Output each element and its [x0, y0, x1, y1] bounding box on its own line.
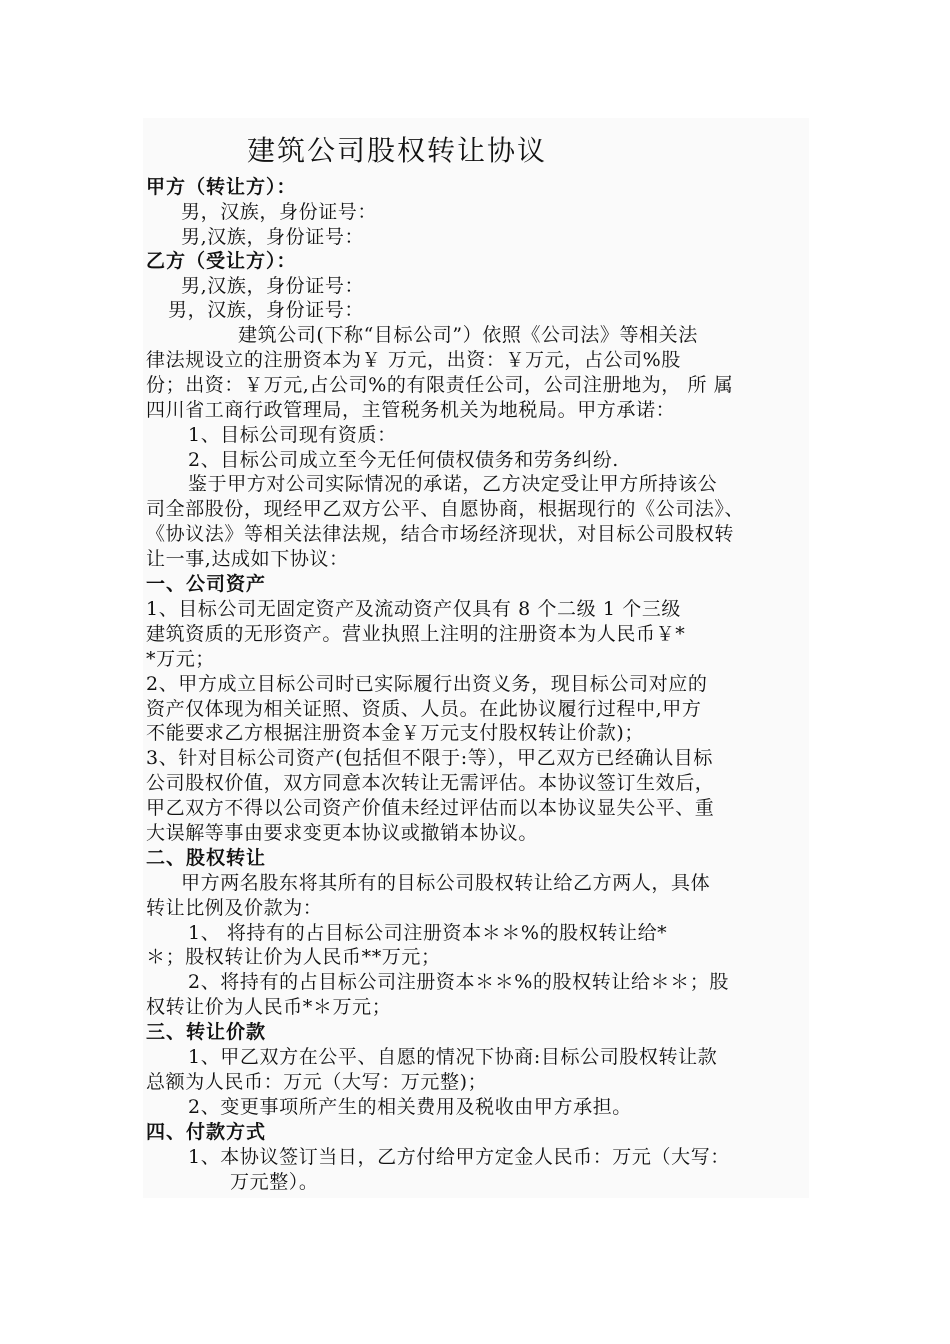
- recital-line-4: 让一事,达成如下协议：: [146, 548, 349, 570]
- section-1-line-2: 建筑资质的无形资产。营业执照上注明的注册资本为人民币￥*: [146, 623, 686, 645]
- party-a-heading: 甲方（转让方）：: [146, 176, 297, 198]
- section-2-line-2: 转让比例及价款为：: [146, 897, 323, 919]
- section-4-heading: 四、付款方式: [146, 1121, 267, 1143]
- document-title: 建筑公司股权转让协议: [247, 134, 548, 167]
- recital-line-1: 鉴于甲方对公司实际情况的承诺，乙方决定受让甲方所持该公: [188, 473, 718, 495]
- section-3-line-3: 2、变更事项所产生的相关费用及税收由甲方承担。: [188, 1096, 632, 1118]
- section-2-heading: 二、股权转让: [146, 847, 267, 869]
- intro-line-3: 份；出资：￥万元,占公司%的有限责任公司，公司注册地为， 所 属: [146, 374, 734, 396]
- section-3-line-1: 1、甲乙双方在公平、自愿的情况下协商:目标公司股权转让款: [188, 1046, 718, 1068]
- promise-item-1: 1、目标公司现有资质：: [188, 424, 397, 446]
- party-a-member-2: 男,汉族，身份证号：: [181, 226, 365, 248]
- section-1-line-5: 资产仅体现为相关证照、资质、人员。在此协议履行过程中,甲方: [146, 698, 702, 720]
- section-4-line-1: 1、本协议签订当日，乙方付给甲方定金人民币：万元（大写：: [188, 1146, 730, 1168]
- party-b-heading: 乙方（受让方）：: [146, 250, 297, 272]
- party-a-member-1: 男，汉族，身份证号：: [181, 201, 378, 223]
- party-b-member-1: 男,汉族，身份证号：: [181, 275, 365, 297]
- recital-line-3: 《协议法》等相关法律法规，结合市场经济现状，对目标公司股权转: [146, 523, 735, 545]
- section-1-line-7: 3、针对目标公司资产(包括但不限于:等），甲乙双方已经确认目标: [146, 747, 714, 769]
- section-2-line-4: ＊；股权转让价为人民币**万元；: [146, 946, 441, 968]
- intro-line-4: 四川省工商行政管理局，主管税务机关为地税局。甲方承诺：: [146, 399, 676, 421]
- party-b-member-2: 男，汉族，身份证号：: [168, 299, 365, 321]
- section-2-line-6: 权转让价为人民币*＊万元；: [146, 996, 392, 1018]
- section-4-line-2: 万元整）。: [230, 1171, 319, 1193]
- intro-line-1: 建筑公司(下称“目标公司”）依照《公司法》等相关法: [238, 324, 698, 346]
- section-2-line-3: 1、 将持有的占目标公司注册资本＊＊%的股权转让给*: [188, 922, 668, 944]
- promise-item-2: 2、目标公司成立至今无任何债权债务和劳务纠纷.: [188, 449, 619, 471]
- section-1-line-1: 1、目标公司无固定资产及流动资产仅具有 8 个二级 1 个三级: [146, 598, 682, 620]
- section-1-line-6: 不能要求乙方根据注册资本金￥万元支付股权转让价款)；: [146, 722, 645, 744]
- section-1-line-8: 公司股权价值，双方同意本次转让无需评估。本协议签订生效后，: [146, 772, 715, 794]
- section-1-line-10: 大误解等事由要求变更本协议或撤销本协议。: [146, 822, 539, 844]
- section-3-line-2: 总额为人民币：万元（大写：万元整)；: [146, 1071, 488, 1093]
- section-1-line-4: 2、甲方成立目标公司时已实际履行出资义务，现目标公司对应的: [146, 673, 708, 695]
- section-2-line-5: 2、将持有的占目标公司注册资本＊＊%的股权转让给＊＊；股: [188, 971, 729, 993]
- recital-line-2: 司全部股份，现经甲乙双方公平、自愿协商，根据现行的《公司法》、: [146, 498, 745, 520]
- section-1-line-3: *万元；: [146, 648, 215, 670]
- section-1-line-9: 甲乙双方不得以公司资产价值未经过评估而以本协议显失公平、重: [146, 797, 715, 819]
- section-2-line-1: 甲方两名股东将其所有的目标公司股权转让给乙方两人，具体: [181, 872, 711, 894]
- section-3-heading: 三、转让价款: [146, 1021, 267, 1043]
- section-1-heading: 一、公司资产: [146, 573, 267, 595]
- intro-line-2: 律法规设立的注册资本为￥ 万元，出资：￥万元，占公司%股: [146, 349, 681, 371]
